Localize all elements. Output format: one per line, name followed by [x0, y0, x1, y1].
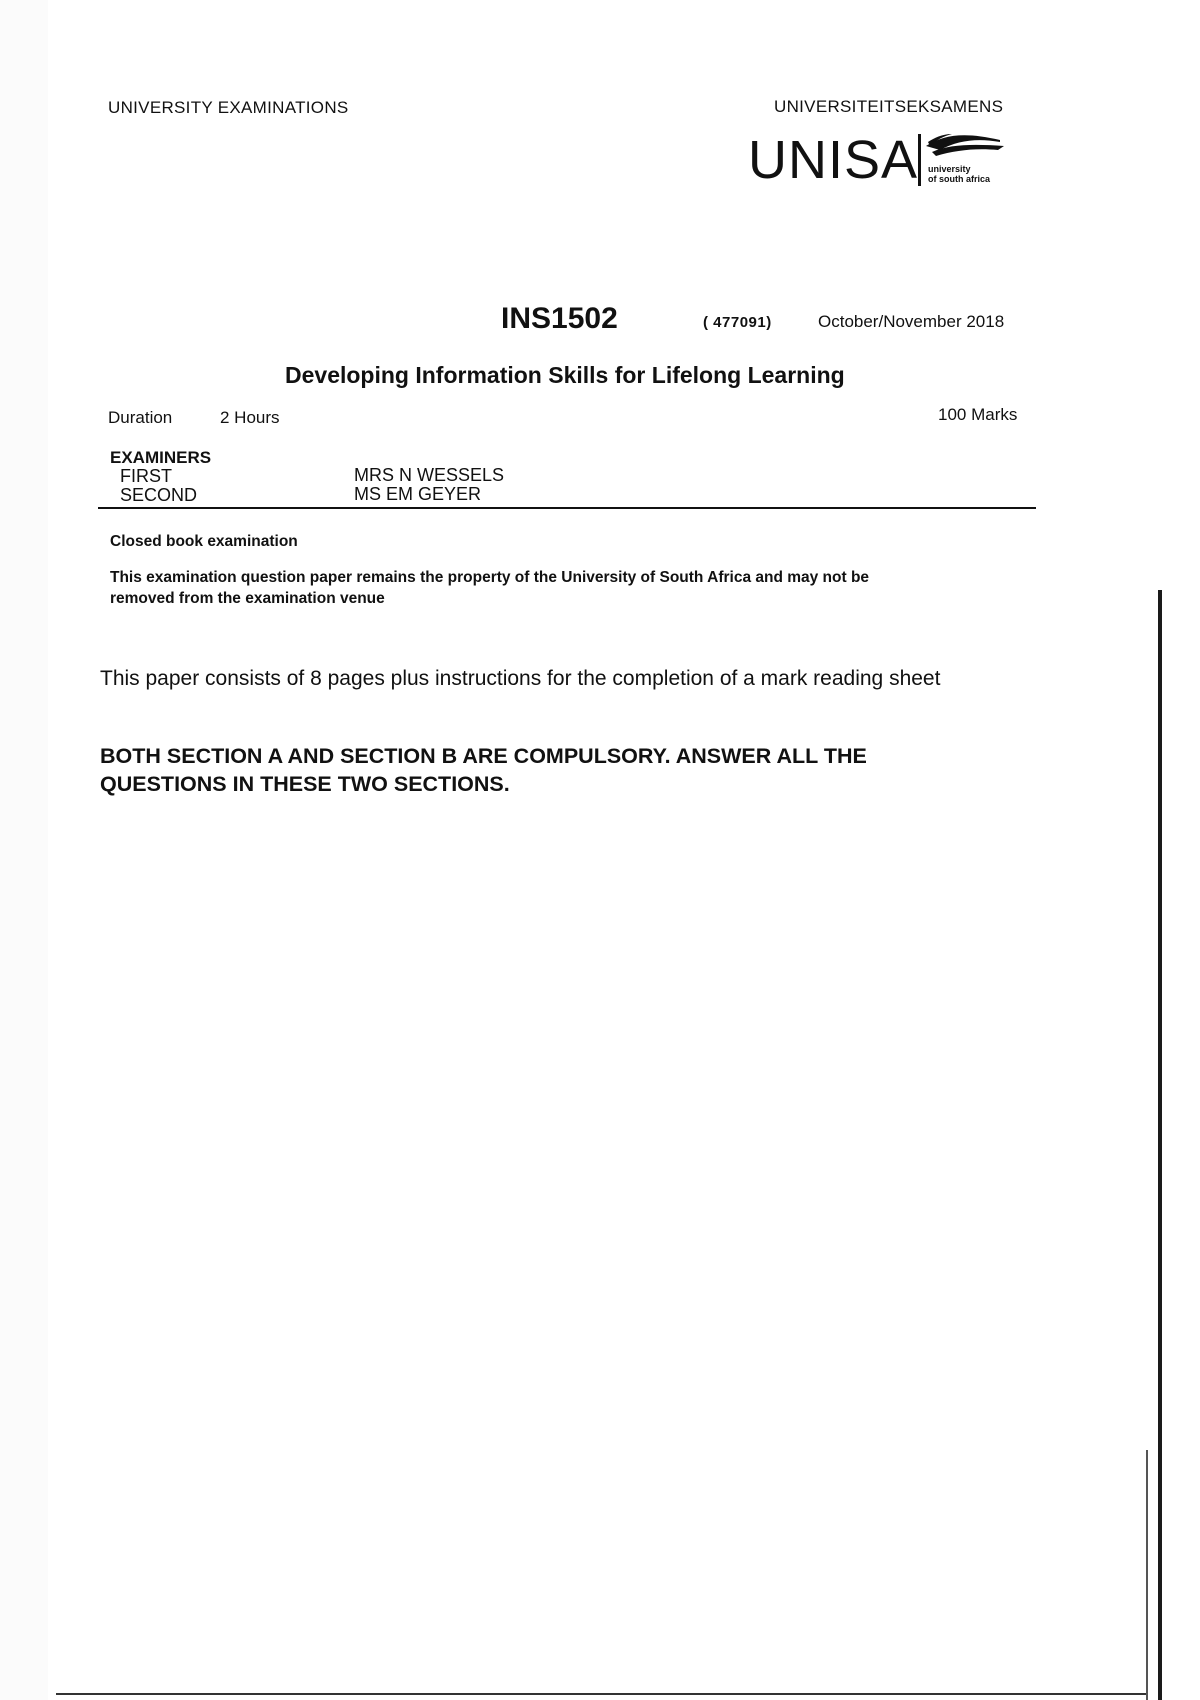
logo-tagline-1: university [928, 164, 971, 174]
unisa-emblem-icon [918, 132, 1008, 190]
property-notice-line-1: This examination question paper remains the property of the University of South Africa and may not be [110, 569, 870, 586]
header-divider [98, 507, 1036, 509]
property-notice-line-2: removed from the examination venue [110, 590, 385, 607]
first-examiner-name: MRS N WESSELS [354, 465, 505, 485]
course-title: Developing Information Skills for Lifelong Learning [285, 362, 845, 388]
examiners-heading: EXAMINERS [110, 448, 212, 467]
second-examiner-name: MS EM GEYER [354, 484, 482, 504]
page-margin-shade [0, 0, 48, 1700]
exam-paper-page [48, 0, 1152, 1700]
unisa-wordmark: UNISA [748, 130, 919, 190]
scan-edge-bottom [56, 1693, 1146, 1695]
total-marks: 100 Marks [938, 405, 1018, 424]
compulsory-instruction-line-1: BOTH SECTION A AND SECTION B ARE COMPULSORY. ANSWER ALL THE [100, 744, 867, 768]
course-code: INS1502 [501, 302, 618, 335]
paper-number: ( 477091) [703, 314, 772, 331]
duration-value: 2 Hours [220, 408, 280, 427]
scan-edge-right-inner [1146, 1450, 1148, 1700]
first-examiner-label: FIRST [120, 466, 172, 486]
unisa-logo [748, 128, 1008, 194]
exam-date: October/November 2018 [818, 312, 1005, 331]
logo-tagline-2: of south africa [928, 174, 991, 184]
scan-edge-right [1158, 590, 1162, 1700]
duration-label: Duration [108, 408, 173, 427]
page-count-statement: This paper consists of 8 pages plus instructions for the completion of a mark reading sheet [100, 667, 941, 690]
header-afrikaans: UNIVERSITEITSEKSAMENS [774, 97, 1004, 116]
compulsory-instruction-line-2: QUESTIONS IN THESE TWO SECTIONS. [100, 772, 510, 796]
closed-book-notice: Closed book examination [110, 533, 298, 550]
header-english: UNIVERSITY EXAMINATIONS [108, 98, 349, 117]
second-examiner-label: SECOND [120, 485, 198, 505]
